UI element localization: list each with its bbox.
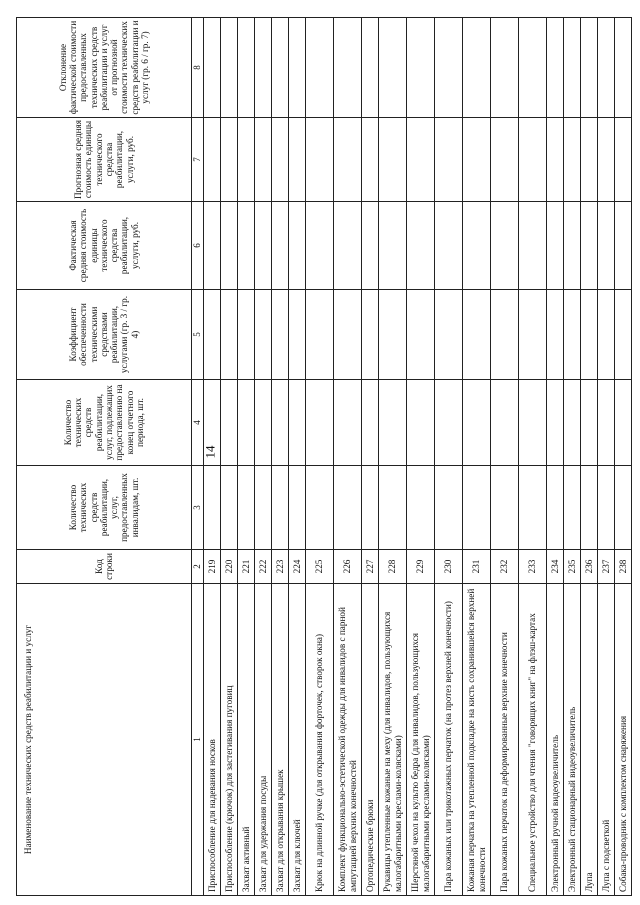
row-name: Ортопедические брюки [362, 584, 379, 896]
empty-cell [547, 18, 564, 118]
empty-cell [581, 466, 598, 550]
empty-cell [379, 202, 407, 290]
empty-cell [581, 18, 598, 118]
column-number: 1 [192, 584, 204, 896]
empty-cell [435, 290, 463, 380]
table-row [598, 18, 615, 896]
empty-cell [615, 466, 632, 550]
empty-cell [204, 380, 221, 466]
empty-cell [463, 466, 491, 550]
row-name: Пара кожаных перчаток на деформированные верхние конечности [491, 584, 519, 896]
empty-cell [306, 466, 334, 550]
empty-cell [463, 18, 491, 118]
empty-cell [289, 290, 306, 380]
empty-cell [221, 380, 238, 466]
empty-cell [306, 290, 334, 380]
empty-cell [221, 18, 238, 118]
empty-cell [255, 290, 272, 380]
empty-cell [306, 202, 334, 290]
table-row [519, 18, 547, 896]
table-row [435, 18, 463, 896]
empty-cell [491, 18, 519, 118]
empty-cell [238, 466, 255, 550]
empty-cell [334, 290, 362, 380]
row-code: 229 [407, 550, 435, 584]
empty-cell [519, 290, 547, 380]
table-row [362, 18, 379, 896]
row-code: 227 [362, 550, 379, 584]
row-code: 224 [289, 550, 306, 584]
empty-cell [407, 202, 435, 290]
column-number-row [192, 18, 204, 896]
empty-cell [407, 118, 435, 202]
empty-cell [362, 380, 379, 466]
empty-cell [407, 18, 435, 118]
empty-cell [435, 466, 463, 550]
row-code: 233 [519, 550, 547, 584]
empty-cell [598, 118, 615, 202]
empty-cell [289, 380, 306, 466]
empty-cell [435, 18, 463, 118]
table-row [581, 18, 598, 896]
column-number: 7 [192, 118, 204, 202]
empty-cell [615, 380, 632, 466]
empty-cell [564, 380, 581, 466]
empty-cell [272, 466, 289, 550]
empty-cell [272, 202, 289, 290]
empty-cell [379, 380, 407, 466]
row-name: Кожаная перчатка на утепленной подкладке на кисть сохранившейся верхней конечности [463, 584, 491, 896]
empty-cell [615, 290, 632, 380]
row-name: Рукавицы утепленные кожаные на меху (для инвалидов, пользующихся малогабаритными креслами-колясками) [379, 584, 407, 896]
table-row [221, 18, 238, 896]
row-name: Электронный ручной видеоувеличитель [547, 584, 564, 896]
empty-cell [598, 202, 615, 290]
table-row [272, 18, 289, 896]
empty-cell [255, 118, 272, 202]
row-code: 236 [581, 550, 598, 584]
empty-cell [334, 466, 362, 550]
header-name: Наименование технических средств реабилитации и услуг [17, 584, 192, 896]
row-name: Приспособление для надевания носков [204, 584, 221, 896]
empty-cell [362, 466, 379, 550]
row-code: 222 [255, 550, 272, 584]
column-number: 8 [192, 18, 204, 118]
row-name: Пара кожаных или трикотажных перчаток (на протез верхней конечности) [435, 584, 463, 896]
row-code: 232 [491, 550, 519, 584]
row-name: Шерстяной чехол на культю бедра (для инвалидов, пользующихся малогабаритными креслами-колясками) [407, 584, 435, 896]
row-name: Приспособление (крючок) для застегивания пуговиц [221, 584, 238, 896]
empty-cell [238, 18, 255, 118]
empty-cell [221, 466, 238, 550]
row-name: Захват для удержания посуды [255, 584, 272, 896]
empty-cell [255, 380, 272, 466]
row-name: Захват для открывания крышек [272, 584, 289, 896]
document-page [16, 18, 628, 896]
empty-cell [435, 118, 463, 202]
empty-cell [379, 466, 407, 550]
row-code: 228 [379, 550, 407, 584]
table-row [491, 18, 519, 896]
empty-cell [204, 118, 221, 202]
column-number: 2 [192, 550, 204, 584]
empty-cell [564, 18, 581, 118]
empty-cell [598, 290, 615, 380]
empty-cell [615, 118, 632, 202]
header-coverage-ratio: Коэффициент обеспеченности техническими средствами реабилитации, услугами (гр. 3 / гр. 4) [17, 290, 192, 380]
empty-cell [547, 380, 564, 466]
row-name: Лупа [581, 584, 598, 896]
row-name: Электронный стационарный видеоувеличитель [564, 584, 581, 896]
empty-cell [238, 290, 255, 380]
empty-cell [334, 380, 362, 466]
header-actual-cost: Фактическая средняя стоимость единицы технического средства реабилитации, услуги, руб. [17, 202, 192, 290]
empty-cell [463, 290, 491, 380]
empty-cell [491, 380, 519, 466]
page-number-text: 14 [202, 445, 217, 459]
empty-cell [221, 118, 238, 202]
empty-cell [519, 118, 547, 202]
row-name: Захват активный [238, 584, 255, 896]
table-row [615, 18, 632, 896]
empty-cell [255, 466, 272, 550]
empty-cell [204, 18, 221, 118]
table-row [564, 18, 581, 896]
header-row [17, 18, 192, 896]
empty-cell [435, 380, 463, 466]
row-name: Собака-проводник с комплектом снаряжения [615, 584, 632, 896]
header-due-count: Количество технических средств реабилитации, услуг, подлежащих предоставлению на конец отчетного периода, шт. [17, 380, 192, 466]
empty-cell [255, 18, 272, 118]
empty-cell [598, 380, 615, 466]
empty-cell [272, 290, 289, 380]
empty-cell [407, 290, 435, 380]
rehabilitation-means-table [16, 17, 632, 896]
row-name: Комплект функционально-эстетической одежды для инвалидов с парной ампутацией верхних конечностей [334, 584, 362, 896]
column-number: 4 [192, 380, 204, 466]
row-code: 231 [463, 550, 491, 584]
empty-cell [289, 466, 306, 550]
empty-cell [289, 18, 306, 118]
table-row [334, 18, 362, 896]
empty-cell [581, 380, 598, 466]
empty-cell [334, 118, 362, 202]
empty-cell [547, 466, 564, 550]
empty-cell [334, 18, 362, 118]
table-row [238, 18, 255, 896]
row-code: 230 [435, 550, 463, 584]
empty-cell [379, 18, 407, 118]
empty-cell [581, 290, 598, 380]
empty-cell [204, 466, 221, 550]
table-row [547, 18, 564, 896]
row-name: Крюк на длинной ручке (для открывания форточек, створок окна) [306, 584, 334, 896]
empty-cell [564, 202, 581, 290]
empty-cell [334, 202, 362, 290]
empty-cell [598, 466, 615, 550]
table-row [204, 18, 221, 896]
table-row [407, 18, 435, 896]
empty-cell [491, 466, 519, 550]
empty-cell [362, 290, 379, 380]
empty-cell [204, 202, 221, 290]
empty-cell [272, 18, 289, 118]
empty-cell [463, 202, 491, 290]
empty-cell [306, 380, 334, 466]
empty-cell [491, 118, 519, 202]
empty-cell [463, 118, 491, 202]
empty-cell [581, 118, 598, 202]
empty-cell [238, 118, 255, 202]
empty-cell [519, 380, 547, 466]
row-name: Специальное устройство для чтения "говорящих книг" на флэш-картах [519, 584, 547, 896]
empty-cell [289, 202, 306, 290]
empty-cell [238, 202, 255, 290]
row-code: 235 [564, 550, 581, 584]
empty-cell [564, 466, 581, 550]
row-code: 237 [598, 550, 615, 584]
empty-cell [615, 18, 632, 118]
row-code: 221 [238, 550, 255, 584]
row-code: 234 [547, 550, 564, 584]
empty-cell [306, 18, 334, 118]
header-forecast-cost: Прогнозная средняя стоимость единицы технического средства реабилитации, услуги, руб. [17, 118, 192, 202]
empty-cell [238, 380, 255, 466]
empty-cell [221, 290, 238, 380]
table-row [463, 18, 491, 896]
empty-cell [379, 290, 407, 380]
row-name: Захват для ключей [289, 584, 306, 896]
empty-cell [564, 118, 581, 202]
column-number: 6 [192, 202, 204, 290]
header-provided-count: Количество технических средств реабилитации, услуг, предоставленных инвалидам, шт. [17, 466, 192, 550]
empty-cell [598, 18, 615, 118]
row-code: 238 [615, 550, 632, 584]
empty-cell [272, 118, 289, 202]
empty-cell [362, 202, 379, 290]
table-row [289, 18, 306, 896]
row-code: 223 [272, 550, 289, 584]
table-row [379, 18, 407, 896]
column-number: 3 [192, 466, 204, 550]
row-code: 225 [306, 550, 334, 584]
empty-cell [463, 380, 491, 466]
empty-cell [519, 466, 547, 550]
empty-cell [547, 290, 564, 380]
empty-cell [379, 118, 407, 202]
column-number: 5 [192, 290, 204, 380]
empty-cell [289, 118, 306, 202]
empty-cell [204, 290, 221, 380]
empty-cell [547, 202, 564, 290]
row-code: 220 [221, 550, 238, 584]
empty-cell [581, 202, 598, 290]
header-cost-deviation: Отклонение фактической стоимости предоставленных технических средств реабилитации и услуг от прогнозной стоимости технических средств реабилитации и услуг (гр. 6 / гр. 7) [17, 18, 192, 118]
empty-cell [362, 18, 379, 118]
empty-cell [306, 118, 334, 202]
row-code: 219 [204, 550, 221, 584]
empty-cell [564, 290, 581, 380]
header-code: Код строки [17, 550, 192, 584]
empty-cell [491, 290, 519, 380]
empty-cell [615, 202, 632, 290]
table-row [255, 18, 272, 896]
empty-cell [272, 380, 289, 466]
row-name: Лупа с подсветкой [598, 584, 615, 896]
empty-cell [407, 380, 435, 466]
empty-cell [435, 202, 463, 290]
empty-cell [221, 202, 238, 290]
empty-cell [519, 18, 547, 118]
empty-cell [407, 466, 435, 550]
empty-cell [255, 202, 272, 290]
row-code: 226 [334, 550, 362, 584]
empty-cell [519, 202, 547, 290]
empty-cell [547, 118, 564, 202]
table-row [306, 18, 334, 896]
empty-cell [362, 118, 379, 202]
empty-cell [491, 202, 519, 290]
